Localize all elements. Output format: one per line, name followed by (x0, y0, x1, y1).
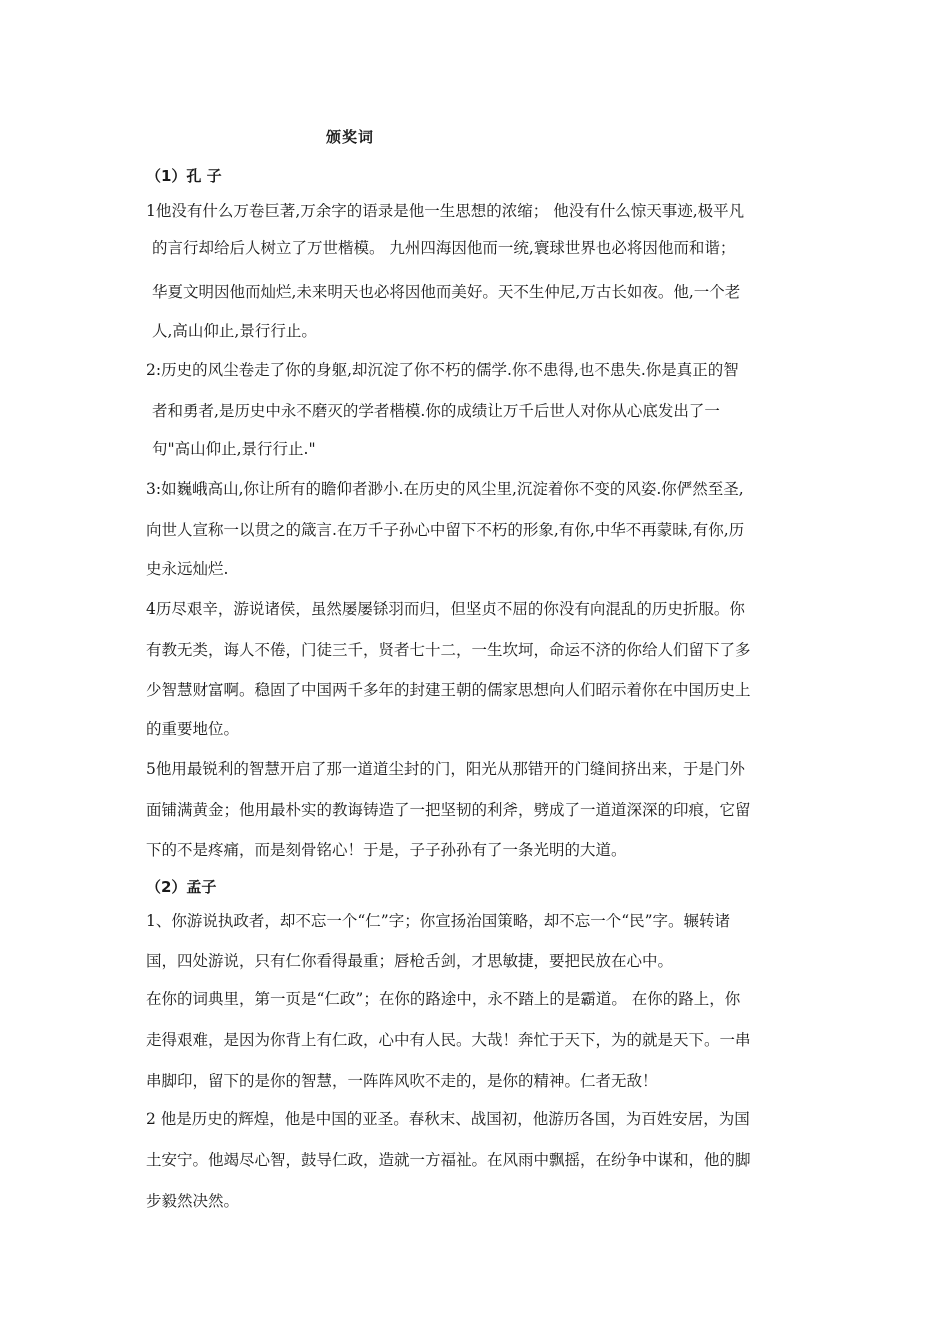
section-heading-kongzi: （1）孔 子 (146, 167, 222, 185)
paragraph-line: 3:如巍峨高山,你让所有的瞻仰者渺小.在历史的风尘里,沉淀着你不变的风姿.你俨然至圣, (146, 480, 744, 498)
paragraph-line: 句"高山仰止,景行行止." (152, 440, 316, 458)
paragraph-line: 的重要地位。 (146, 720, 240, 738)
paragraph-line: 人,高山仰止,景行行止。 (152, 322, 317, 340)
paragraph-line: 5他用最锐利的智慧开启了那一道道尘封的门，阳光从那错开的门缝间挤出来，于是门外 (146, 760, 745, 778)
paragraph-line: 串脚印，留下的是你的智慧，一阵阵风吹不走的，是你的精神。仁者无敌！ (146, 1072, 658, 1090)
paragraph-line: 少智慧财富啊。稳固了中国两千多年的封建王朝的儒家思想向人们昭示着你在中国历史上 (146, 681, 751, 699)
paragraph-line: 2:历史的风尘卷走了你的身躯,却沉淀了你不朽的儒学.你不患得,也不患失.你是真正的智 (146, 361, 739, 379)
document-title: 颁奖词 (326, 128, 375, 146)
paragraph-line: 有教无类，诲人不倦，门徒三千，贤者七十二，一生坎坷，命运不济的你给人们留下了多 (146, 641, 751, 659)
section-heading-mengzi: （2）孟子 (146, 878, 217, 896)
paragraph-line: 1他没有什么万卷巨著,万余字的语录是他一生思想的浓缩； 他没有什么惊天事迹,极平凡 (146, 202, 745, 220)
paragraph-line: 的言行却给后人树立了万世楷模。 九州四海因他而一统,寰球世界也必将因他而和谐； (152, 239, 736, 257)
paragraph-line: 面铺满黄金；他用最朴实的教诲铸造了一把坚韧的利斧，劈成了一道道深深的印痕，它留 (146, 801, 751, 819)
paragraph-line: 华夏文明因他而灿烂,未来明天也必将因他而美好。天不生仲尼,万古长如夜。他,一个老 (152, 283, 741, 301)
paragraph-line: 土安宁。他竭尽心智，鼓导仁政，造就一方福祉。在风雨中飘摇，在纷争中谋和，他的脚 (146, 1151, 751, 1169)
paragraph-line: 走得艰难，是因为你背上有仁政，心中有人民。大哉！奔忙于天下，为的就是天下。一串 (146, 1031, 751, 1049)
paragraph-line: 国，四处游说，只有仁你看得最重；唇枪舌剑，才思敏捷，要把民放在心中。 (146, 952, 674, 970)
paragraph-line: 在你的词典里，第一页是“仁政”；在你的路途中，永不踏上的是霸道。 在你的路上，你 (146, 990, 741, 1008)
paragraph-line: 史永远灿烂. (146, 560, 229, 578)
paragraph-line: 2 他是历史的辉煌，他是中国的亚圣。春秋末、战国初，他游历各国，为百姓安居，为国 (146, 1110, 750, 1128)
paragraph-line: 向世人宣称一以贯之的箴言.在万千子孙心中留下不朽的形象,有你,中华不再蒙昧,有你,历 (146, 521, 745, 539)
paragraph-line: 步毅然决然。 (146, 1192, 240, 1210)
paragraph-line: 者和勇者,是历史中永不磨灭的学者楷模.你的成绩让万千后世人对你从心底发出了一 (152, 402, 720, 420)
paragraph-line: 下的不是疼痛，而是刻骨铭心！于是，子子孙孙有了一条光明的大道。 (146, 841, 627, 859)
paragraph-line: 4历尽艰辛，游说诸侯，虽然屡屡铩羽而归，但坚贞不屈的你没有向混乱的历史折服。你 (146, 600, 745, 618)
paragraph-line: 1、你游说执政者，却不忘一个“仁”字；你宣扬治国策略，却不忘一个“民”字。辗转诸 (146, 912, 731, 930)
